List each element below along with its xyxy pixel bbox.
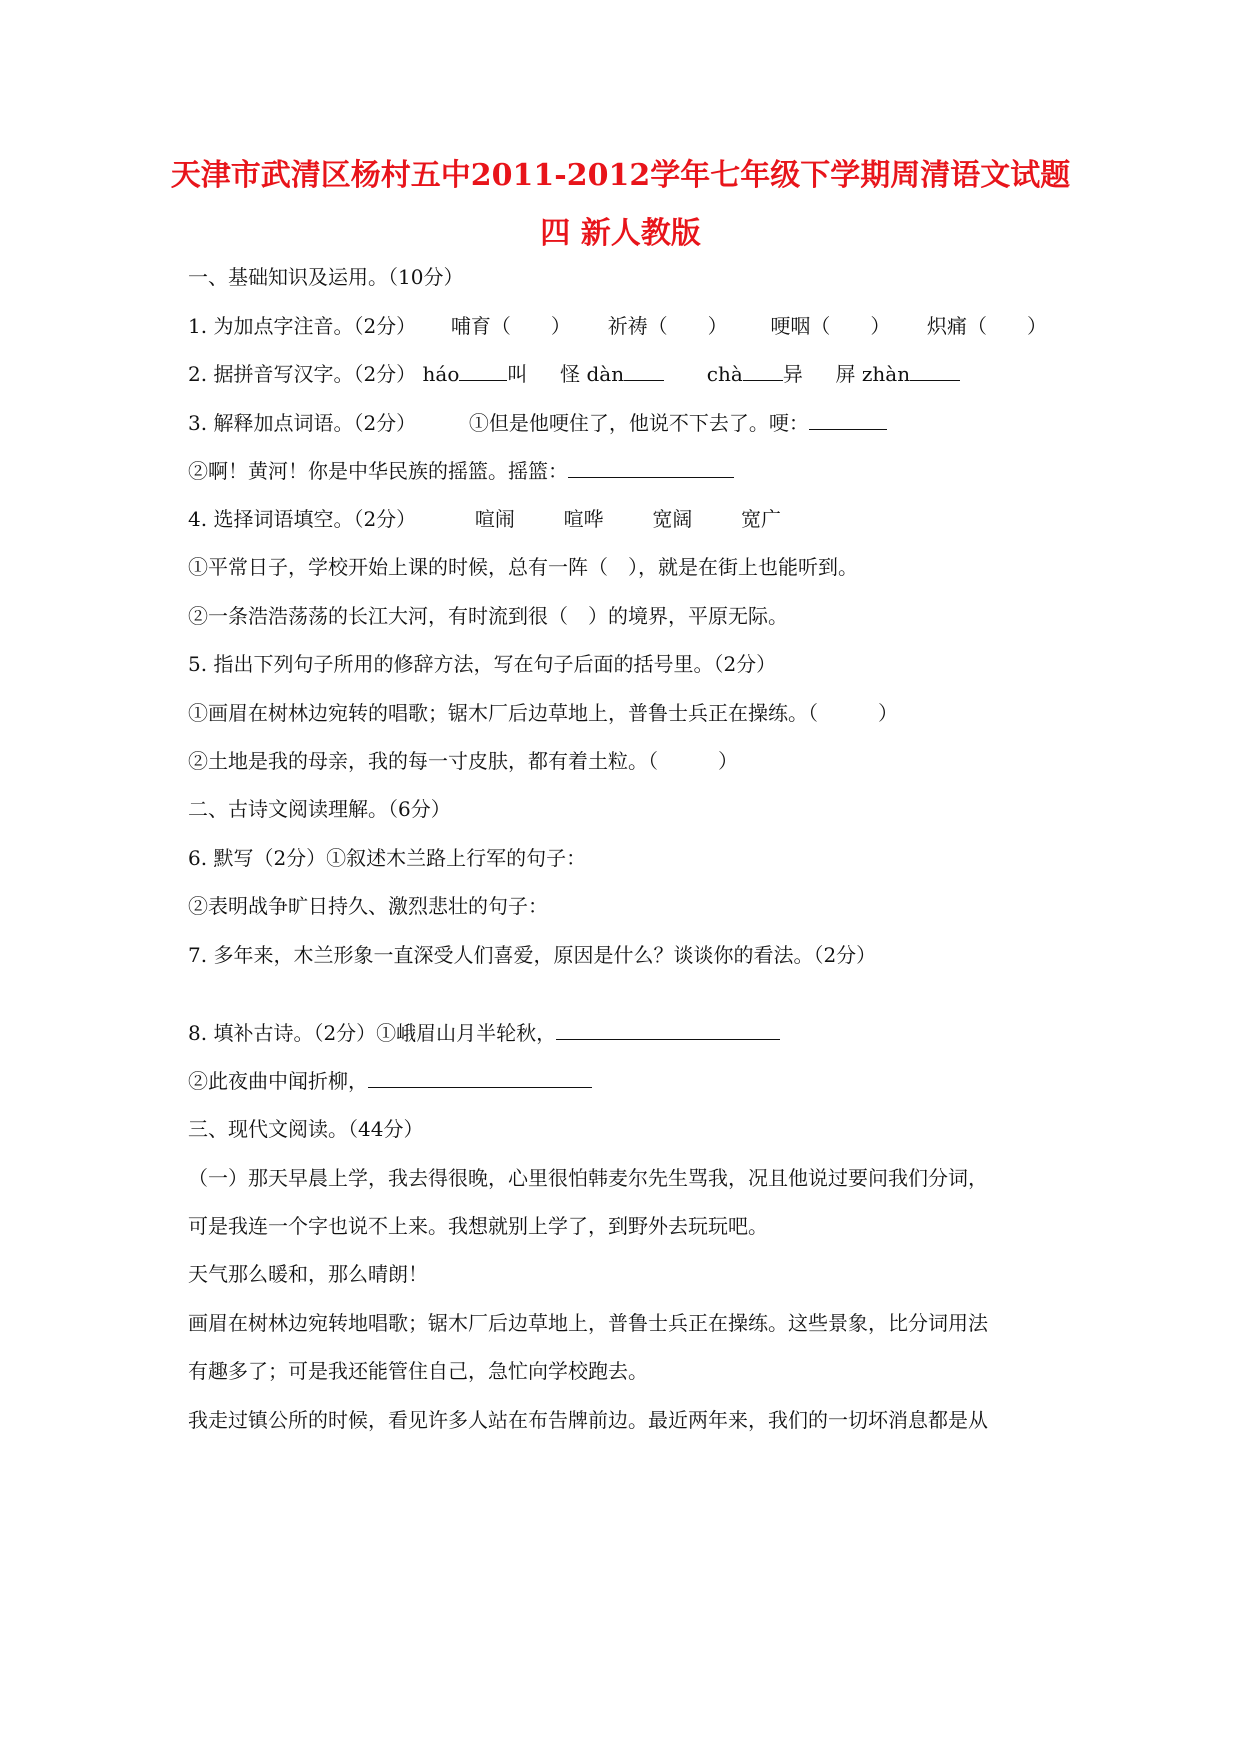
q3-label: 3. 解释加点词语。（2分） xyxy=(188,411,417,435)
page-title-line1: 天津市武清区杨村五中2011-2012学年七年级下学期周清语文试题 xyxy=(170,158,1071,193)
q4-sub2: ②一条浩浩荡荡的长江大河，有时流到很（ ）的境界，平原无际。 xyxy=(188,604,788,628)
section3-heading: 三、现代文阅读。（44分） xyxy=(188,1117,424,1141)
q2-pinyin: chà xyxy=(706,362,743,386)
q8-sub2: ②此夜曲中闻折柳， xyxy=(188,1069,368,1093)
answer-blank[interactable] xyxy=(568,459,734,478)
q1-label: 1. 为加点字注音。（2分） xyxy=(188,314,417,338)
q8-label: 8. 填补古诗。（2分）①峨眉山月半轮秋， xyxy=(188,1021,557,1045)
q5-sub2: ②土地是我的母亲，我的每一寸皮肤，都有着土粒。（ ） xyxy=(188,749,738,773)
section1-heading: 一、基础知识及运用。（10分） xyxy=(188,265,464,289)
q1-item: 哽咽（ ） xyxy=(770,314,891,338)
question-2 xyxy=(188,361,960,387)
question-4 xyxy=(188,506,781,532)
q8-sub2-line xyxy=(188,1068,592,1094)
q1-item: 祈祷（ ） xyxy=(607,314,728,338)
q2-pinyin: 怪 dàn xyxy=(560,362,625,386)
answer-blank[interactable] xyxy=(459,362,507,381)
q1-item: 炽痛（ ） xyxy=(927,314,1048,338)
q2-after: 叫 xyxy=(507,362,528,386)
q4-option: 喧闹 xyxy=(474,507,515,531)
section2-heading: 二、古诗文阅读理解。（6分） xyxy=(188,797,451,821)
q3-sub1: ①但是他哽住了，他说不下去了。哽： xyxy=(468,411,809,435)
question-7: 7. 多年来，木兰形象一直深受人们喜爱，原因是什么？谈谈你的看法。（2分） xyxy=(188,943,877,967)
q2-pinyin: háo xyxy=(422,362,460,386)
question-5: 5. 指出下列句子所用的修辞方法，写在句子后面的括号里。（2分） xyxy=(188,652,777,676)
q2-after: 异 xyxy=(782,362,803,386)
q3-sub2-line xyxy=(188,458,734,484)
reading-paragraph-line: 画眉在树林边宛转地唱歌；锯木厂后边草地上，普鲁士兵正在操练。这些景象，比分词用法 xyxy=(188,1311,988,1335)
reading-paragraph-line: 天气那么暖和，那么晴朗！ xyxy=(188,1262,428,1286)
reading-paragraph-line: 有趣多了；可是我还能管住自己，急忙向学校跑去。 xyxy=(188,1359,648,1383)
q4-option: 宽广 xyxy=(741,507,782,531)
answer-blank[interactable] xyxy=(743,362,783,381)
q5-sub1: ①画眉在树林边宛转的唱歌；锯木厂后边草地上，普鲁士兵正在操练。（ ） xyxy=(188,701,898,725)
question-3 xyxy=(188,410,887,436)
reading-paragraph-line: （一）那天早晨上学，我去得很晚，心里很怕韩麦尔先生骂我，况且他说过要问我们分词， xyxy=(188,1166,988,1190)
q4-option: 喧哗 xyxy=(563,507,604,531)
question-8 xyxy=(188,1020,780,1046)
answer-blank[interactable] xyxy=(809,411,887,430)
q4-sub1: ①平常日子，学校开始上课的时候，总有一阵（ ），就是在街上也能听到。 xyxy=(188,555,858,579)
answer-blank[interactable] xyxy=(556,1021,780,1040)
answer-blank[interactable] xyxy=(368,1069,592,1088)
answer-blank[interactable] xyxy=(910,362,960,381)
q2-pinyin: 屏 zhàn xyxy=(835,362,911,386)
answer-blank[interactable] xyxy=(624,362,664,381)
reading-paragraph-line: 可是我连一个字也说不上来。我想就别上学了，到野外去玩玩吧。 xyxy=(188,1214,768,1238)
reading-paragraph-line: 我走过镇公所的时候，看见许多人站在布告牌前边。最近两年来，我们的一切坏消息都是从 xyxy=(188,1408,988,1432)
q4-option: 宽阔 xyxy=(652,507,693,531)
q2-label: 2. 据拼音写汉字。（2分） xyxy=(188,362,417,386)
page-title-line2: 四 新人教版 xyxy=(540,216,701,251)
q3-sub2: ②啊！黄河！你是中华民族的摇篮。摇篮： xyxy=(188,459,568,483)
question-1 xyxy=(188,313,1047,339)
question-6: 6. 默写（2分）①叙述木兰路上行军的句子： xyxy=(188,846,587,870)
q4-label: 4. 选择词语填空。（2分） xyxy=(188,507,417,531)
q6-sub2: ②表明战争旷日持久、激烈悲壮的句子： xyxy=(188,894,548,918)
q1-item: 哺育（ ） xyxy=(450,314,571,338)
